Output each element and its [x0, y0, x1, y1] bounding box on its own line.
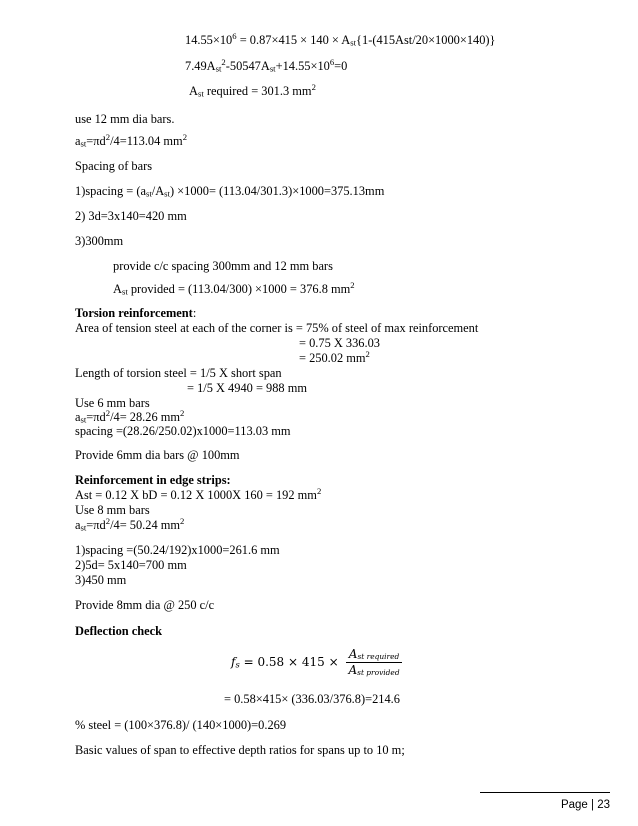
edge-line-2: Use 8 mm bars — [75, 503, 150, 517]
fs-formula: $f_s = 0.58 \times 415$ × $\frac{A_{st required}}{A_{st provided}}$ — [231, 647, 400, 678]
provide-spacing-line: provide c/c spacing 300mm and 12 mm bars — [113, 259, 333, 273]
edge-heading: Reinforcement in edge strips: — [75, 473, 231, 487]
page-number: Page | 23 — [560, 799, 610, 811]
spacing-title: Spacing of bars — [75, 159, 153, 173]
percent-steel-line: % steel = (100×376.8)/ (140×1000)=0.269 — [75, 718, 287, 732]
torsion-line-7: $a_{st}=\pi d^2/4= 28.26$ $mm^2$ — [75, 408, 185, 425]
edge-provide: Provide 8mm dia @ 250 c/c — [75, 598, 215, 612]
torsion-provide: Provide 6mm dia bars @ 100mm — [75, 448, 240, 462]
equation-moment: $14.55\times 10^6 = 0.87\times 415 \times 140 \times A_{st}\{1-(415Ast/20\times 1000\times 140)\}$ — [185, 31, 496, 48]
spacing-line-3: 3)300mm — [75, 234, 124, 248]
bar-area-line: $a_{st}=\pi d^2/4=113.04$ $mm^2$ — [75, 132, 188, 149]
spacing-line-1: 1)spacing = $(a_{st}/A_{st}) \times 1000= (113.04/301.3)\times 1000=375.13mm$ — [75, 184, 385, 199]
edge-line-1: Ast = 0.12 X bD = 0.12 X 1000X 160 = 192 $mm^2$ — [75, 486, 322, 502]
ast-ratio-fraction: $\frac{A_{st required}}{A_{st provided}}$ — [348, 647, 400, 678]
torsion-line-4: Length of torsion steel = 1/5 X short span — [75, 366, 282, 380]
torsion-line-6: Use 6 mm bars — [75, 396, 150, 410]
equation-quadratic: $7.49A_{st}^2-50547A_{st}+14.55\times 10^6=0$ — [185, 57, 348, 74]
spacing-line-2: 2) 3d=3x140=420 mm — [75, 209, 187, 223]
fs-result: = 0.58×415× (336.03/376.8)=214.6 — [224, 692, 400, 706]
torsion-line-1: Area of tension steel at each of the corner is = 75% of steel of max reinforcement — [75, 321, 479, 335]
deflection-heading: Deflection check — [75, 624, 163, 638]
basic-values-line: Basic values of span to effective depth ratios for spans up to 10 m; — [75, 743, 405, 757]
edge-line-3: $a_{st}=\pi d^2/4= 50.24$ $mm^2$ — [75, 516, 185, 533]
edge-spacing-2: 2)5d= 5x140=700 mm — [75, 558, 187, 572]
edge-spacing-1: 1)spacing =(50.24/192)x1000=261.6 mm — [75, 543, 280, 557]
use-bars-line: use 12 mm dia bars. — [75, 112, 175, 126]
ast-required-line: $A_{st}$ required = 301.3 $mm^2$ — [189, 82, 316, 99]
ast-provided-line: $A_{st}$ provided = (113.04/300) ×1000 = 376.8 $mm^2$ — [113, 280, 355, 297]
torsion-heading: Torsion reinforcement: — [75, 306, 197, 320]
edge-spacing-3: 3)450 mm — [75, 573, 127, 587]
torsion-line-5: = 1/5 X 4940 = 988 mm — [187, 381, 307, 395]
torsion-line-8: spacing =(28.26/250.02)x1000=113.03 mm — [75, 424, 291, 438]
page-footer — [480, 792, 610, 811]
torsion-line-3: = 250.02 $mm^2$ — [299, 349, 370, 365]
torsion-line-2: = 0.75 X 336.03 — [299, 336, 380, 350]
